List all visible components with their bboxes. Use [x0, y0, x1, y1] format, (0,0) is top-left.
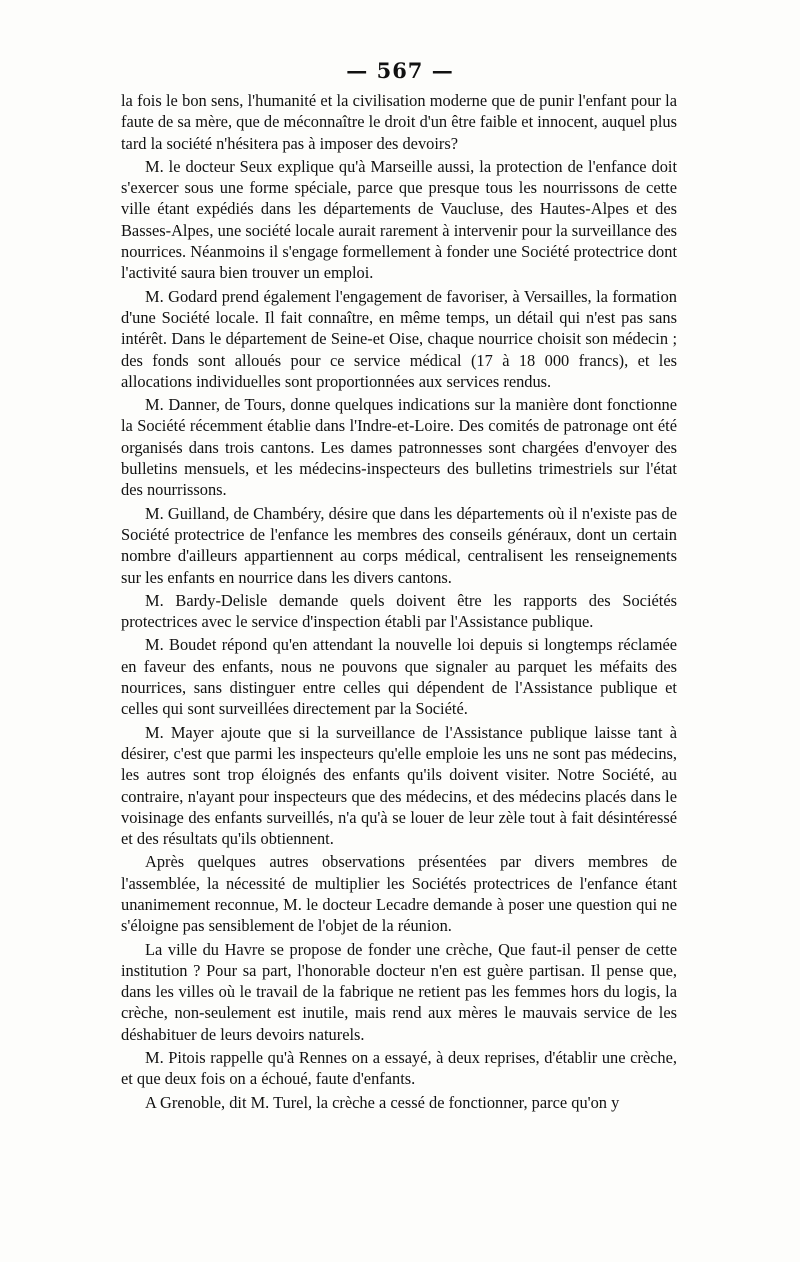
paragraph: M. Godard prend également l'engagement de favoriser, à Versailles, la formation d'une Société locale. Il fait connaître, en même temps, un détail qui n'est pas sans intérêt. Dans le département de Seine-et Oise, chaque nourrice choisit son médecin ; des fonds sont alloués pour ce service médical (17 à 18 000 francs), et les allocations individuelles sont proportionnées aux services rendus.	[121, 286, 677, 391]
paragraph: M. le docteur Seux explique qu'à Marseille aussi, la protection de l'enfance doit s'exercer sous une forme spéciale, parce que presque tous les nourrissons de cette ville étant expédiés dans les départements de Vaucluse, des Hautes-Alpes et des Basses-Alpes, une société locale aurait rarement à intervenir pour la surveillance des nourrices. Néanmoins il s'engage formellement à fonder une Société protectrice dont l'activité saura bien trouver un emploi.	[121, 156, 677, 283]
page-number: — 567 —	[346, 58, 454, 83]
paragraph: M. Mayer ajoute que si la surveillance de l'Assistance publique laisse tant à désirer, c'est que parmi les inspecteurs qu'elle emploie les uns ne sont pas médecins, les autres sont trop éloignés des enfants qu'ils doivent visiter. Notre Société, au contraire, n'ayant pour inspecteurs que des médecins, et des médecins placés dans le voisinage des enfants surveillés, n'a qu'à se louer de leur zèle tout à fait désintéressé et des résultats qu'ils obtiennent.	[121, 722, 677, 849]
paragraph: M. Boudet répond qu'en attendant la nouvelle loi depuis si longtemps réclamée en faveur des enfants, nous ne pouvons que signaler au parquet les méfaits des nourrices, sans distinguer entre celles qui dépendent de l'Assistance publique et celles qui sont surveillées directement par la Société.	[121, 635, 677, 719]
paragraph: La ville du Havre se propose de fonder une crèche, Que faut-il penser de cette institution ? Pour sa part, l'honorable docteur n'en est guère partisan. Il pense que, dans les villes où le travail de la fabrique ne retient pas les femmes hors du logis, la crèche, non-seulement est inutile, mais rend aux mères le mauvais service de les déshabituer de leurs devoirs naturels.	[121, 939, 677, 1044]
paragraph: la fois le bon sens, l'humanité et la civilisation moderne que de punir l'enfant pour la faute de sa mère, que de méconnaître le droit d'un être faible et innocent, auquel plus tard la société n'hésitera pas à imposer des devoirs?	[121, 91, 677, 153]
paragraph: M. Danner, de Tours, donne quelques indications sur la manière dont fonctionne la Société récemment établie dans l'Indre-et-Loire. Des comités de patronage ont été organisés dans trois cantons. Les dames patronnesses sont chargées d'envoyer des bulletins mensuels, et les médecins-inspecteurs des bulletins trimestriels sur l'état des nourrissons.	[121, 395, 677, 500]
paragraph: Après quelques autres observations présentées par divers membres de l'assemblée, la nécessité de multiplier les Sociétés protectrices de l'enfance étant unanimement reconnue, M. le docteur Lecadre demande à poser une question qui ne s'éloigne pas sensiblement de l'objet de la réunion.	[121, 852, 677, 936]
paragraph: M. Pitois rappelle qu'à Rennes on a essayé, à deux reprises, d'établir une crèche, et que deux fois on a échoué, faute d'enfants.	[121, 1048, 677, 1089]
paragraph: M. Bardy-Delisle demande quels doivent être les rapports des Sociétés protectrices avec le service d'inspection établi par l'Assistance publique.	[121, 590, 677, 632]
paragraph: M. Guilland, de Chambéry, désire que dans les départements où il n'existe pas de Société protectrice de l'enfance les membres des conseils généraux, dont un certain nombre d'ailleurs appartiennent au corps médical, centralisent les renseignements sur les enfants en nourrice dans les divers cantons.	[121, 503, 677, 587]
paragraph: A Grenoble, dit M. Turel, la crèche a cessé de fonctionner, parce qu'on y	[145, 1092, 620, 1112]
body-text	[121, 90, 677, 1115]
